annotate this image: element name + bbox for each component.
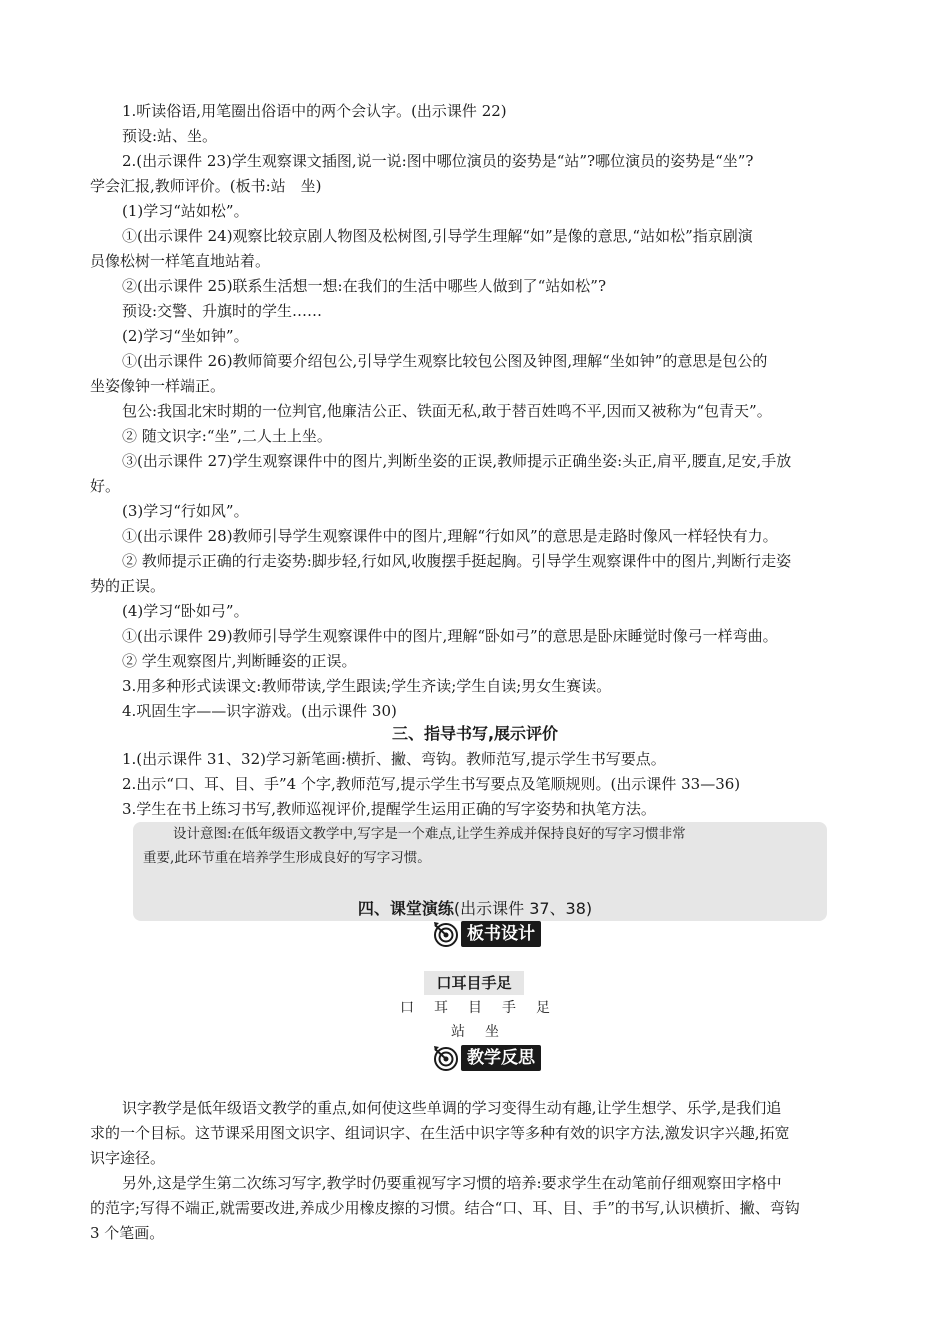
badge-label: 板书设计 bbox=[461, 921, 541, 947]
target-icon bbox=[433, 921, 459, 947]
board-char: 坐 bbox=[485, 1024, 499, 1040]
section-4-suffix: (出示课件 37、38) bbox=[453, 899, 593, 918]
text-line: 2.(出示课件 23)学生观察课文插图,说一说:图中哪位演员的姿势是“站”?哪位演员的姿势是“坐”? bbox=[122, 152, 754, 170]
text-line: 2.出示“口、耳、目、手”4 个字,教师范写,提示学生书写要点及笔顺规则。(出示课件 33—36) bbox=[122, 775, 741, 793]
text-line: 1.(出示课件 31、32)学习新笔画:横折、撇、弯钩。教师范写,提示学生书写要点。 bbox=[122, 750, 666, 768]
badge-label: 教学反思 bbox=[461, 1045, 541, 1071]
board-char: 口 bbox=[400, 1000, 414, 1016]
text-line: 好。 bbox=[90, 477, 121, 495]
text-line: ①(出示课件 28)教师引导学生观察课件中的图片,理解“行如风”的意思是走路时像风一样轻快有力。 bbox=[122, 527, 778, 545]
section-4-title: 四、课堂演练 bbox=[357, 899, 454, 918]
board-row-2 bbox=[0, 1021, 950, 1041]
section-heading: 三、指导书写,展示评价 bbox=[391, 724, 559, 743]
text-line: 求的一个目标。这节课采用图文识字、组词识字、在生活中识字等多种有效的识字方法,激发识字兴趣,拓宽 bbox=[90, 1124, 790, 1142]
text-line: (4)学习“卧如弓”。 bbox=[122, 602, 249, 620]
text-line: 3.用多种形式读课文:教师带读,学生跟读;学生齐读;学生自读;男女生赛读。 bbox=[122, 677, 612, 695]
text-line: ② 学生观察图片,判断睡姿的正误。 bbox=[122, 652, 357, 670]
text-line: 4.巩固生字——识字游戏。(出示课件 30) bbox=[122, 702, 397, 720]
text-line: 学会汇报,教师评价。(板书:站 坐) bbox=[90, 177, 322, 195]
text-line: 3.学生在书上练习书写,教师巡视评价,提醒学生运用正确的写字姿势和执笔方法。 bbox=[122, 800, 656, 818]
text-line: ② 教师提示正确的行走姿势:脚步轻,行如风,收腹摆手挺起胸。引导学生观察课件中的图片,判断行走姿 bbox=[122, 552, 792, 570]
section-heading bbox=[0, 897, 950, 921]
text-line: 另外,这是学生第二次练习写字,教学时仍要重视写字习惯的培养:要求学生在动笔前仔细观察田字格中 bbox=[122, 1174, 782, 1192]
text-line: ③(出示课件 27)学生观察课件中的图片,判断坐姿的正误,教师提示正确坐姿:头正,肩平,腰直,足安,手放 bbox=[122, 452, 792, 470]
text-line: 3 个笔画。 bbox=[90, 1224, 165, 1242]
text-line: ②(出示课件 25)联系生活想一想:在我们的生活中哪些人做到了“站如松”? bbox=[122, 277, 606, 295]
text-line: 员像松树一样笔直地站着。 bbox=[90, 252, 271, 270]
board-title: 口耳目手足 bbox=[424, 971, 524, 995]
board-char: 足 bbox=[536, 1000, 550, 1016]
board-row-1 bbox=[0, 997, 950, 1017]
text-line: 坐姿像钟一样端正。 bbox=[90, 377, 226, 395]
text-line: 识字教学是低年级语文教学的重点,如何使这些单调的学习变得生动有趣,让学生想学、乐学,是我们追 bbox=[122, 1099, 782, 1117]
text-line: 势的正误。 bbox=[90, 577, 166, 595]
board-char: 耳 bbox=[434, 1000, 448, 1016]
design-intent-line: 设计意图:在低年级语文教学中,写字是一个难点,让学生养成并保持良好的写字习惯非常 bbox=[173, 826, 686, 842]
text-line: 预设:站、坐。 bbox=[122, 127, 218, 145]
text-line: 1.听读俗语,用笔圈出俗语中的两个会认字。(出示课件 22) bbox=[122, 102, 507, 120]
target-icon bbox=[433, 1045, 459, 1071]
text-line: ② 随文识字:“坐”,二人土上坐。 bbox=[122, 427, 332, 445]
text-line: 识字途径。 bbox=[90, 1149, 166, 1167]
text-line: (2)学习“坐如钟”。 bbox=[122, 327, 249, 345]
board-char: 手 bbox=[502, 1000, 516, 1016]
board-char: 站 bbox=[451, 1024, 465, 1040]
reflection-badge bbox=[433, 1044, 541, 1072]
design-intent-line: 重要,此环节重在培养学生形成良好的写字习惯。 bbox=[143, 850, 431, 866]
text-line: 包公:我国北宋时期的一位判官,他廉洁公正、铁面无私,敢于替百姓鸣不平,因而又被称为“包青天”。 bbox=[122, 402, 772, 420]
text-line: 预设:交警、升旗时的学生…… bbox=[122, 302, 323, 320]
text-line: ①(出示课件 29)教师引导学生观察课件中的图片,理解“卧如弓”的意思是卧床睡觉时像弓一样弯曲。 bbox=[122, 627, 778, 645]
board-design-badge bbox=[433, 920, 541, 948]
text-line: ①(出示课件 26)教师简要介绍包公,引导学生观察比较包公图及钟图,理解“坐如钟”的意思是包公的 bbox=[122, 352, 768, 370]
text-line: (1)学习“站如松”。 bbox=[122, 202, 249, 220]
text-line: 的范字;写得不端正,就需要改进,养成少用橡皮擦的习惯。结合“口、耳、目、手”的书写,认识横折、撇、弯钩 bbox=[90, 1199, 800, 1217]
text-line: ①(出示课件 24)观察比较京剧人物图及松树图,引导学生理解“如”是像的意思,“站如松”指京剧演 bbox=[122, 227, 753, 245]
board-char: 目 bbox=[468, 1000, 482, 1016]
text-line: (3)学习“行如风”。 bbox=[122, 502, 249, 520]
